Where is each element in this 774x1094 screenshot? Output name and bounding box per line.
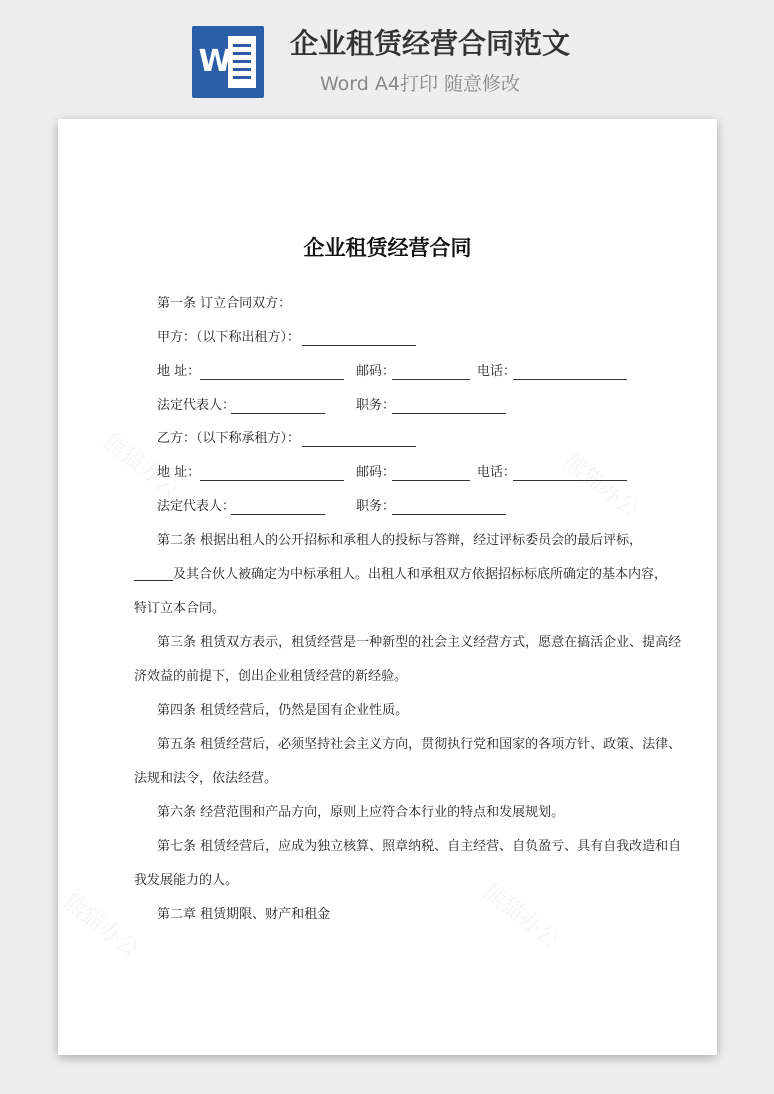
address-blank xyxy=(200,467,344,481)
position-blank xyxy=(392,400,506,414)
chapter-2-heading: 第二章 租赁期限、财产和租金 xyxy=(157,907,331,922)
phone-blank xyxy=(513,366,627,380)
article-2-line-2-text: 及其合伙人被确定为中标承租人。出租人和承租双方依据招标标底所确定的基本内容， xyxy=(173,567,668,582)
word-icon-line xyxy=(233,68,251,71)
party-b-label: 乙方：（以下称承租方）： xyxy=(157,431,301,446)
article-2-line-3: 特订立本合同。 xyxy=(134,601,226,616)
position-blank xyxy=(392,501,506,515)
phone-blank xyxy=(513,467,627,481)
article-7-line-2: 我发展能力的人。 xyxy=(134,873,239,888)
word-icon-line xyxy=(233,44,251,47)
page-title: 企业租赁经营合同范文 xyxy=(290,27,571,60)
document-page xyxy=(58,119,717,1055)
position-label: 职务： xyxy=(356,499,396,514)
party-a-blank xyxy=(302,332,416,346)
article-1-heading: 第一条 订立合同双方： xyxy=(157,296,292,311)
watermark xyxy=(558,445,646,524)
article-5-line-2: 法规和法令，依法经营。 xyxy=(134,771,278,786)
article-3-line-2: 济效益的前提下，创出企业租赁经营的新经验。 xyxy=(134,669,408,684)
postcode-label: 邮码： xyxy=(356,364,396,379)
article-6-line-1: 第六条 经营范围和产品方向，原则上应符合本行业的特点和发展规划。 xyxy=(157,805,565,820)
word-icon-line xyxy=(233,60,251,63)
legal-rep-blank xyxy=(231,400,325,414)
party-b-blank xyxy=(302,433,416,447)
party-a-label: 甲方：（以下称出租方）： xyxy=(157,330,301,345)
article-7-line-1: 第七条 租赁经营后，应成为独立核算、照章纳税、自主经营、自负盈亏、具有自我改造和自 xyxy=(157,839,682,854)
phone-label: 电话： xyxy=(477,465,517,480)
address-label: 地 址： xyxy=(157,364,201,379)
page-subtitle: Word A4打印 随意修改 xyxy=(320,73,521,95)
document-title: 企业租赁经营合同 xyxy=(303,236,472,260)
word-icon-line xyxy=(233,52,251,55)
article-5-line-1: 第五条 租赁经营后，必须坚持社会主义方向，贯彻执行党和国家的各项方针、政策、法律、 xyxy=(157,737,682,752)
word-icon xyxy=(192,26,264,98)
word-icon-line xyxy=(233,76,251,79)
article-3-line-1: 第三条 租赁双方表示，租赁经营是一种新型的社会主义经营方式，愿意在搞活企业、提高经 xyxy=(157,635,682,650)
article-2-line-1: 第二条 根据出租人的公开招标和承租人的投标与答辩，经过评标委员会的最后评标， xyxy=(157,533,643,548)
position-label: 职务： xyxy=(356,398,396,413)
word-icon-letter: W xyxy=(198,44,232,79)
header xyxy=(0,0,774,112)
watermark xyxy=(58,885,146,964)
article-2-blank: ______ xyxy=(134,567,173,582)
article-4-line-1: 第四条 租赁经营后，仍然是国有企业性质。 xyxy=(157,703,409,718)
phone-label: 电话： xyxy=(477,364,517,379)
watermark xyxy=(478,875,566,954)
address-blank xyxy=(200,366,344,380)
legal-rep-blank xyxy=(231,501,325,515)
postcode-blank xyxy=(392,366,470,380)
word-icon-sheet xyxy=(228,36,256,88)
legal-rep-label: 法定代表人： xyxy=(157,499,236,514)
article-2-line-2 xyxy=(134,566,667,584)
postcode-label: 邮码： xyxy=(356,465,396,480)
legal-rep-label: 法定代表人： xyxy=(157,398,236,413)
postcode-blank xyxy=(392,467,470,481)
address-label: 地 址： xyxy=(157,465,201,480)
